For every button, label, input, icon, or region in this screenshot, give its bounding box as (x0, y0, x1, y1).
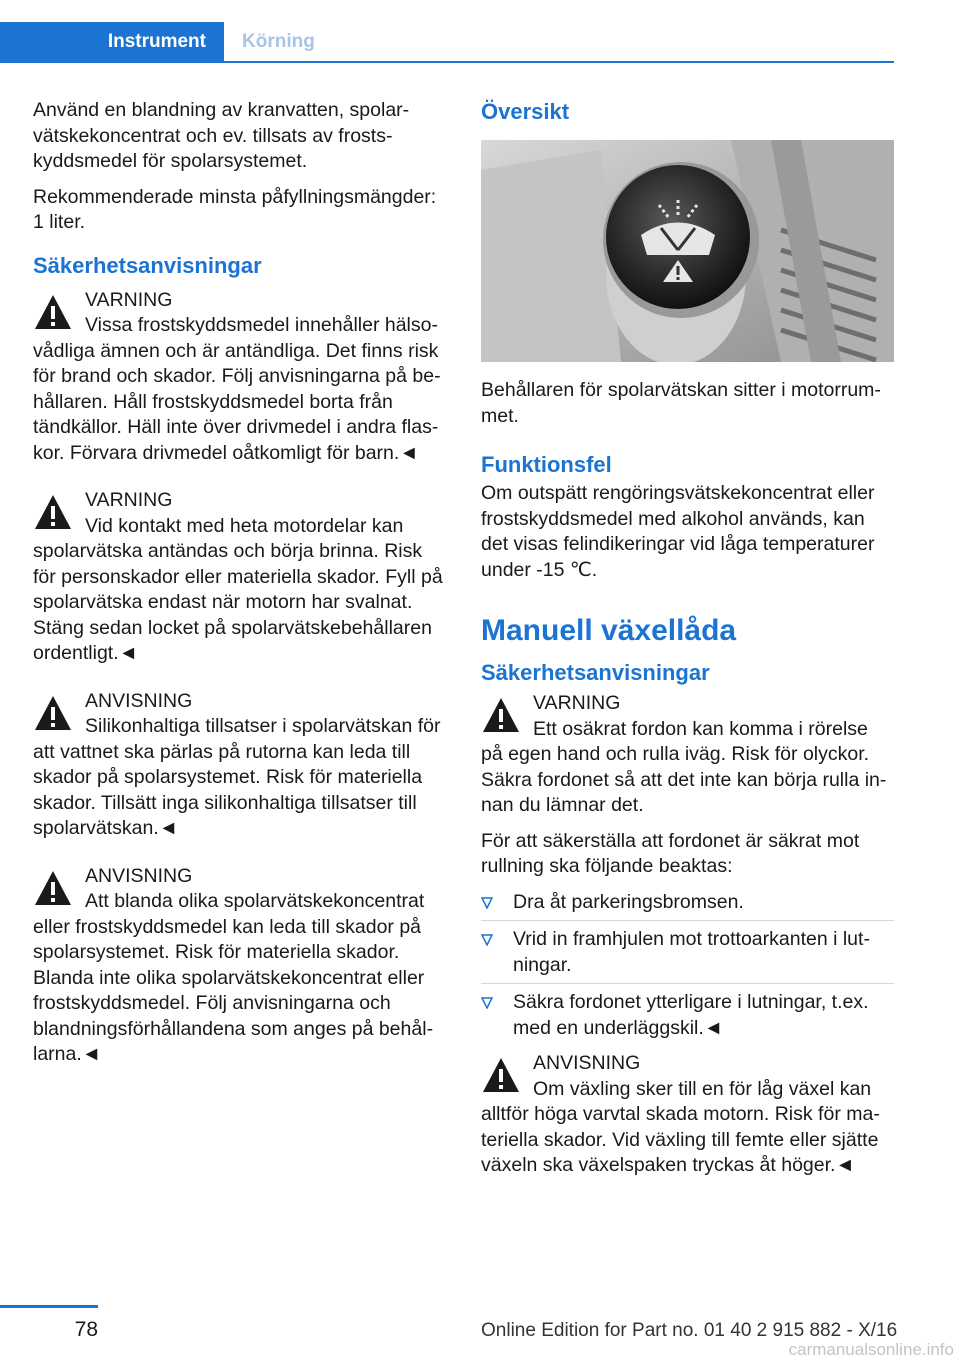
warning-text: Vissa frostskyddsmedel innehåller hälsovådliga ämnen och är antändliga. Det finns risk för brand och skador. Följ anvisningarna på behållaren. Håll frostskyddsmedel borta från tändkällor. Häll inte över drivmedel i andra flaskor. Förvara drivmedel oåtkomligt för barn.◄ (33, 314, 441, 464)
tab-instrument[interactable]: Instrument (0, 22, 224, 62)
tab-korning[interactable]: Körning (242, 31, 315, 52)
rolling-paragraph: För att säkerställa att fordonet är säkrat mot rullning ska följande beaktas: (481, 829, 860, 877)
warning-block (33, 488, 449, 667)
notice-block (33, 864, 449, 1068)
notice-block (33, 689, 449, 842)
warning-text: Ett osäkrat fordon kan komma i rörelse på egen hand och rulla iväg. Risk för olyckor. Säkra fordonet så att det inte kan börja rulla innan du lämnar det. (481, 717, 887, 816)
warning-block (33, 288, 449, 467)
notice-text: Silikonhaltiga tillsatser i spolarvätskan för att vattnet ska pärlas på rutorna kan leda till skador på spolarsystemet. Risk för materiella skador. Tillsätt inga silikonhaltiga tillsatser till spolarvätskan.◄ (33, 715, 441, 839)
list-item: Dra åt parkeringsbromsen. (481, 890, 894, 922)
warning-triangle-icon (33, 492, 73, 532)
notice-text: Att blanda olika spolarvätskekoncentrat eller frostskyddsmedel kan leda till skador på spolarsystemet. Risk för materiella skador. Blanda inte olika spolarvätskekoncentrat eller frostskyddsmedel. Följ anvisningarna och blandningsförhållandena som anges på behållarna.◄ (33, 890, 434, 1065)
header-divider (0, 61, 894, 63)
warning-triangle-icon (481, 695, 521, 735)
notice-title: ANVISNING (533, 1052, 641, 1074)
page-header (0, 0, 894, 64)
warning-text: Vid kontakt med heta motordelar kan spolarvätska antändas och börja brinna. Risk för personskador eller materiella skador. Fyll på spolarvätska endast när motorn har svalnat. Stäng sedan locket på spolarvätskebehållaren ordentligt.◄ (33, 514, 443, 664)
footer-divider (0, 1305, 98, 1308)
fill-amount-paragraph: Rekommenderade minsta påfyllningsmängder: 1 liter. (33, 185, 437, 233)
malfunction-heading: Funktionsfel (481, 452, 612, 477)
bullet-list (481, 890, 894, 1042)
warning-triangle-icon (33, 868, 73, 908)
warning-title: VARNING (85, 489, 173, 511)
edition-text: Online Edition for Part no. 01 40 2 915 882 - X/16 (481, 1320, 898, 1341)
overview-caption: Behållaren för spolarvätskan sitter i motorrummet. (481, 379, 881, 427)
list-item: Säkra fordonet ytterligare i lutningar, t.ex. med en underläggskil.◄ (481, 990, 894, 1041)
malfunction-text: Om outspätt rengöringsvätskekoncentrat eller frostskyddsmedel med alkohol används, kan det visas felindikeringar vid låga temperaturer under -15 ℃. (481, 482, 875, 581)
notice-block (481, 1051, 894, 1179)
safety-heading: Säkerhetsanvisningar (481, 660, 710, 685)
washer-reservoir-photo (481, 140, 894, 362)
warning-triangle-icon (481, 1055, 521, 1095)
notice-title: ANVISNING (85, 689, 193, 712)
warning-triangle-icon (33, 292, 73, 332)
intro-paragraph: Använd en blandning av kranvatten, spolarvätskekoncentrat och ev. tillsats av frostskyddsmedel för spolarsystemet. (33, 99, 410, 172)
triangle-bullet-icon (481, 934, 493, 946)
watermark: carmanualsonline.info (788, 1340, 954, 1359)
right-column (481, 98, 894, 1201)
triangle-bullet-icon (481, 897, 493, 909)
notice-text: Om växling sker till en för låg växel kan alltför höga varvtal skada motorn. Risk för materiella skador. Vid växling till femte eller sjätte växeln ska växelspaken tryckas åt höger.◄ (481, 1077, 880, 1176)
list-item: Vrid in framhjulen mot trottoarkanten i lutningar. (481, 927, 894, 984)
warning-title: VARNING (533, 692, 621, 714)
warning-block (481, 691, 894, 819)
warning-title: VARNING (85, 288, 173, 311)
overview-heading: Översikt (481, 99, 570, 124)
left-column (33, 98, 449, 1090)
page-number: 78 (74, 1318, 98, 1341)
section-title: Manuell växellåda (481, 614, 737, 647)
warning-triangle-icon (33, 693, 73, 733)
triangle-bullet-icon (481, 997, 493, 1009)
notice-title: ANVISNING (85, 864, 193, 887)
safety-heading: Säkerhetsanvisningar (33, 252, 262, 278)
